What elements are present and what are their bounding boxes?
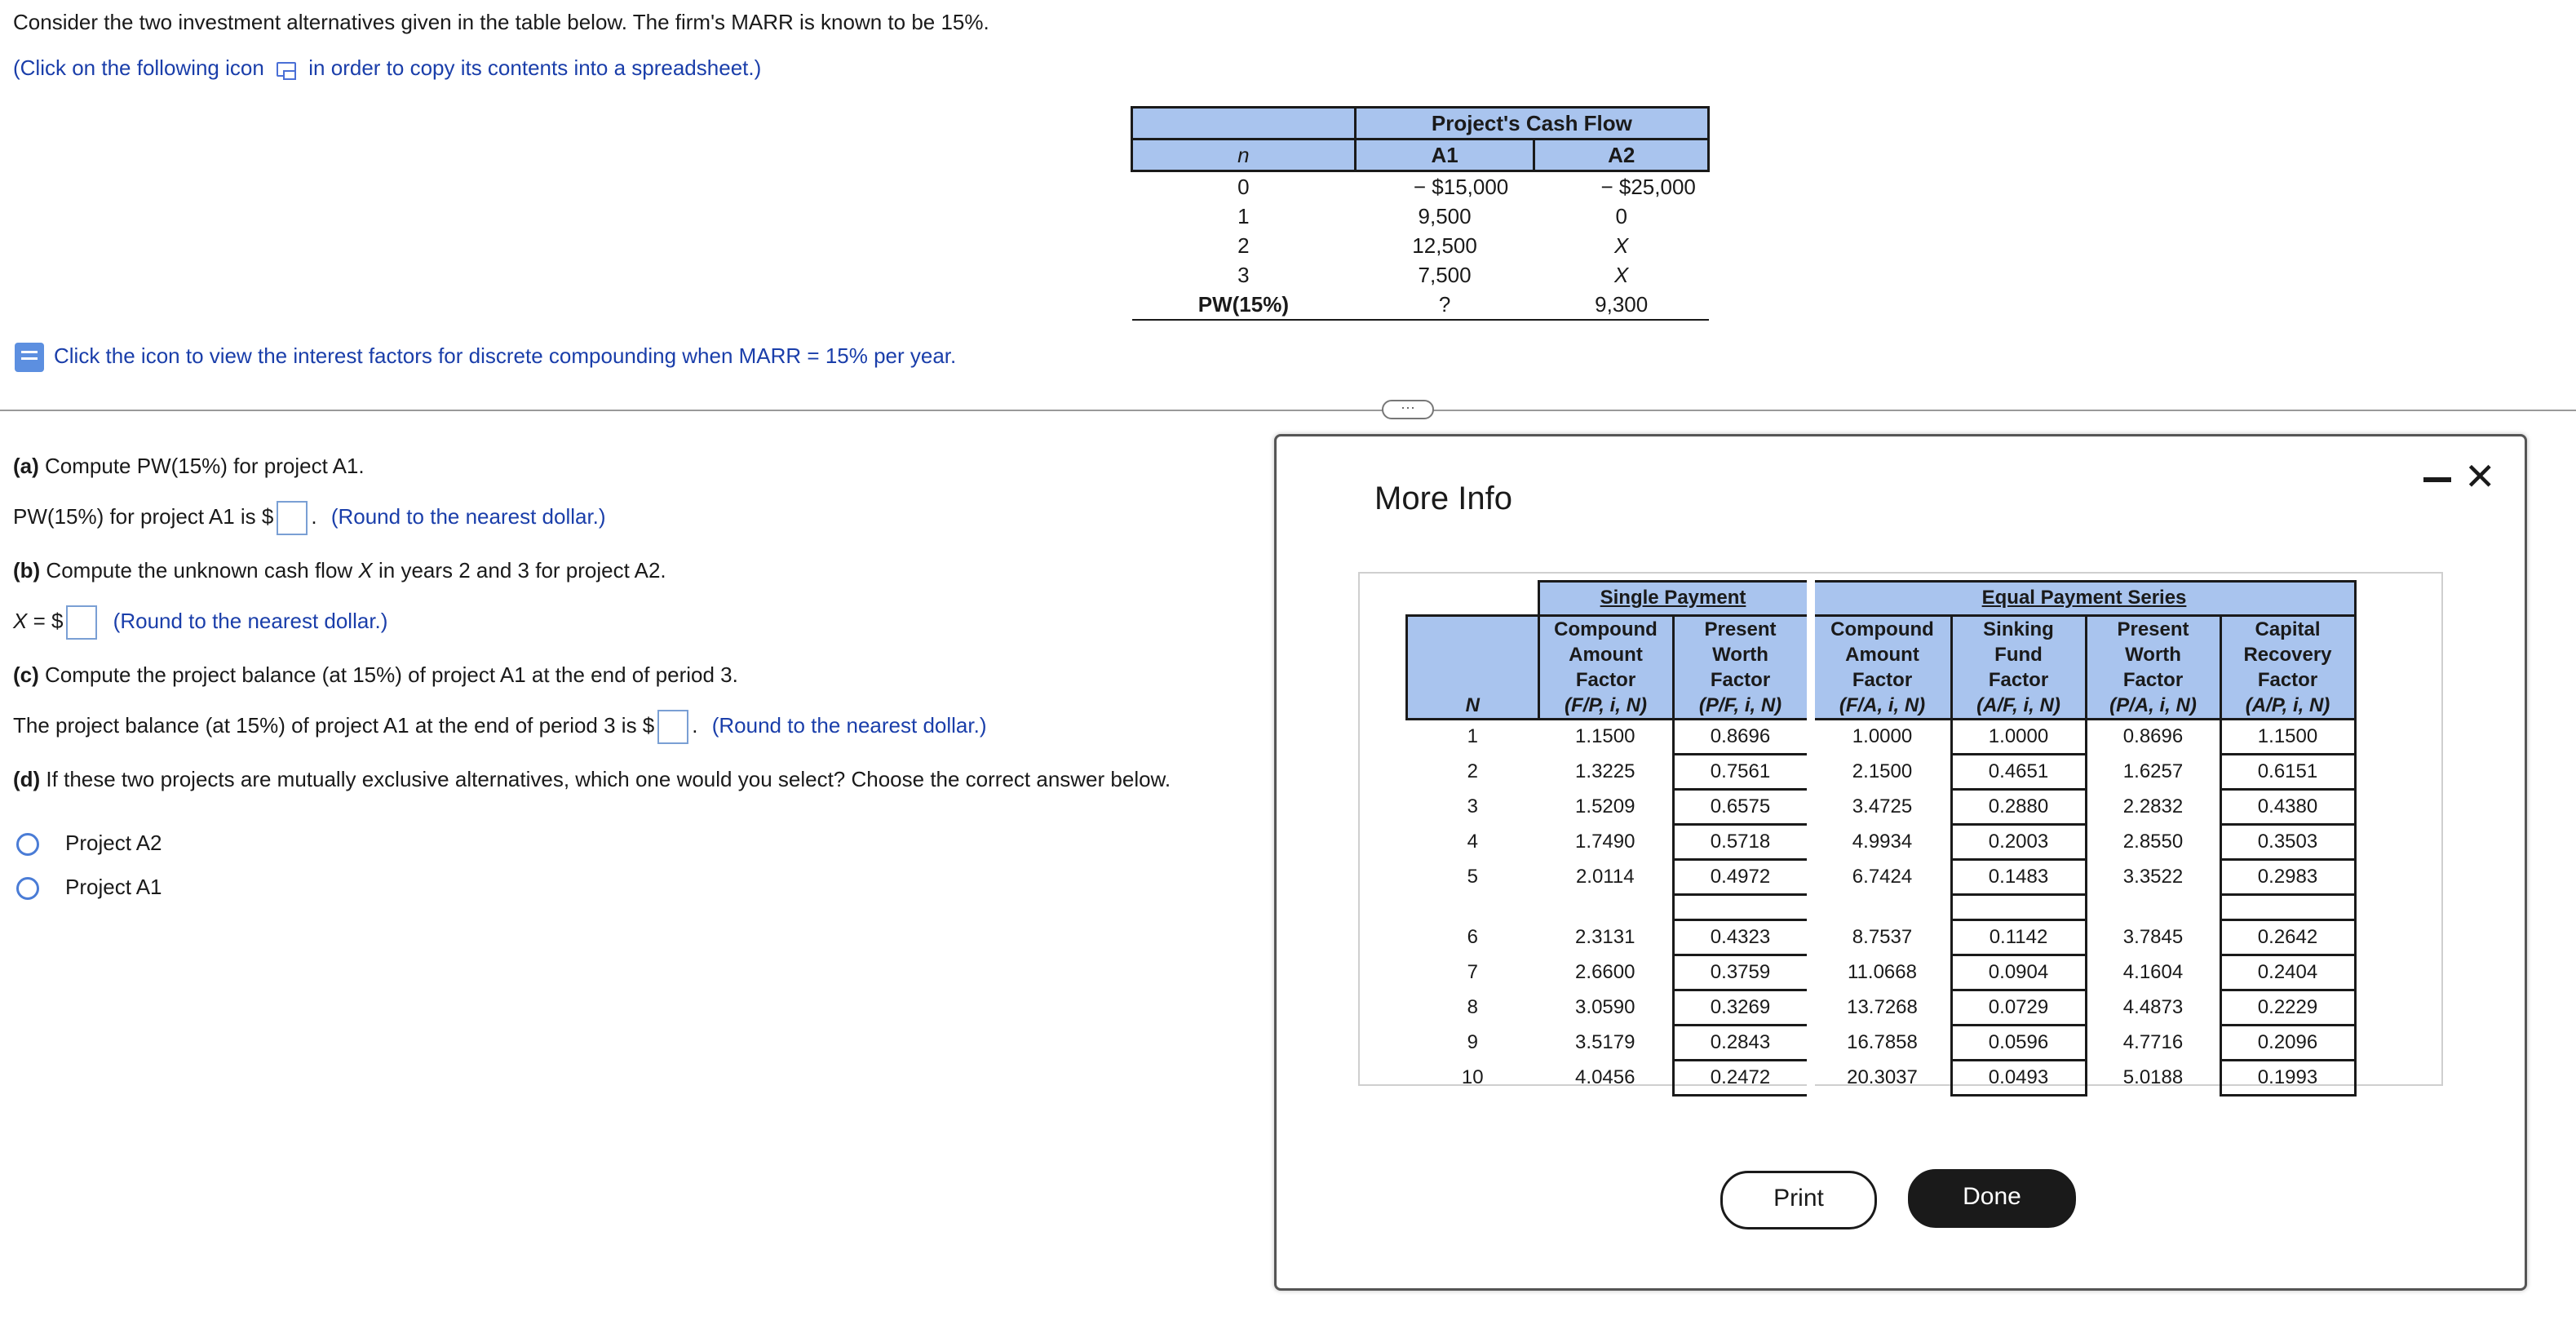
factor-value: 0.3759 bbox=[1673, 955, 1811, 990]
factor-n: 6 bbox=[1467, 925, 1478, 948]
factor-value: 2.0114 bbox=[1575, 865, 1635, 888]
header-pf: Present Worth Factor (P/F, i, N) bbox=[1673, 615, 1811, 719]
factor-row bbox=[1407, 955, 2356, 990]
factor-n: 1 bbox=[1467, 725, 1478, 748]
factor-value: 0.2096 bbox=[2220, 1025, 2355, 1060]
interest-factors-panel bbox=[1358, 572, 2443, 1086]
cash-flow-n: PW(15%) bbox=[1132, 290, 1356, 320]
cash-flow-col-a2: A2 bbox=[1534, 140, 1709, 171]
factor-value: 3.3522 bbox=[2122, 865, 2184, 888]
factor-value: 1.1500 bbox=[1575, 725, 1635, 748]
cash-flow-n: 0 bbox=[1237, 174, 1250, 199]
factor-row bbox=[1407, 859, 2356, 894]
factor-value: 0.0493 bbox=[1951, 1060, 2086, 1095]
factor-row bbox=[1407, 990, 2356, 1025]
copy-icon[interactable] bbox=[277, 62, 296, 77]
question-c-label: (c) bbox=[13, 662, 39, 687]
cash-flow-a2: X bbox=[1614, 233, 1629, 258]
question-b-var: X bbox=[358, 558, 373, 583]
factor-value: 1.1500 bbox=[2220, 719, 2355, 754]
dialog-title: More Info bbox=[1374, 481, 1512, 516]
factor-value: 0.4323 bbox=[1673, 919, 1811, 955]
factor-value: 4.0456 bbox=[1575, 1066, 1635, 1088]
header-fa: Compound Amount Factor (F/A, i, N) bbox=[1811, 615, 1952, 719]
factor-n: 10 bbox=[1461, 1066, 1484, 1088]
question-d bbox=[13, 767, 1171, 792]
option-project-a1[interactable] bbox=[16, 875, 162, 900]
minimize-icon[interactable] bbox=[2423, 477, 2451, 482]
factor-gap-cell bbox=[2086, 894, 2220, 919]
cash-flow-col-n: n bbox=[1132, 140, 1356, 171]
question-b bbox=[13, 558, 666, 583]
cash-flow-a2: X bbox=[1614, 262, 1629, 287]
factor-value: 4.4873 bbox=[2122, 995, 2184, 1018]
answer-b-hint: (Round to the nearest dollar.) bbox=[113, 608, 388, 633]
factor-row bbox=[1407, 824, 2356, 859]
factor-value: 0.1142 bbox=[1951, 919, 2086, 955]
factors-col-n: N bbox=[1407, 615, 1539, 719]
answer-b-input[interactable] bbox=[66, 605, 97, 640]
more-handle[interactable]: ··· bbox=[1382, 400, 1434, 419]
factor-value: 0.2229 bbox=[2220, 990, 2355, 1025]
factor-value: 0.3503 bbox=[2220, 824, 2355, 859]
cash-flow-corner bbox=[1132, 108, 1356, 140]
answer-c-prefix: The project balance (at 15%) of project A1 at the end of period 3 is $ bbox=[13, 712, 655, 738]
factor-value: 0.1993 bbox=[2220, 1060, 2355, 1095]
factor-value: 0.8696 bbox=[1673, 719, 1811, 754]
factor-value: 6.7424 bbox=[1811, 859, 1952, 894]
answer-c-input[interactable] bbox=[657, 710, 688, 744]
more-info-dialog bbox=[1274, 434, 2527, 1291]
factor-gap-cell bbox=[2220, 894, 2355, 919]
factor-value: 0.2642 bbox=[2220, 919, 2355, 955]
cash-flow-a1: − $15,000 bbox=[1413, 174, 1509, 199]
factor-row bbox=[1407, 719, 2356, 754]
factor-value: 0.3269 bbox=[1673, 990, 1811, 1025]
factor-value: 16.7858 bbox=[1811, 1025, 1952, 1060]
copy-instruction-before: (Click on the following icon bbox=[13, 55, 264, 80]
factor-gap-cell bbox=[1673, 894, 1811, 919]
factor-value: 1.5209 bbox=[1575, 795, 1635, 817]
factor-value: 1.0000 bbox=[1811, 719, 1952, 754]
factor-value: 4.1604 bbox=[2122, 960, 2184, 983]
factor-value: 3.4725 bbox=[1811, 789, 1952, 824]
option-label: Project A2 bbox=[65, 831, 162, 855]
factor-value: 0.2983 bbox=[2220, 859, 2355, 894]
answer-a-hint: (Round to the nearest dollar.) bbox=[330, 503, 606, 529]
factor-value: 4.9934 bbox=[1811, 824, 1952, 859]
question-b-label: (b) bbox=[13, 558, 41, 583]
factor-value: 0.7561 bbox=[1673, 754, 1811, 789]
factor-n: 3 bbox=[1467, 795, 1478, 817]
factor-value: 0.2003 bbox=[1951, 824, 2086, 859]
factor-value: 2.2832 bbox=[2122, 795, 2184, 817]
factor-row bbox=[1407, 1060, 2356, 1095]
factor-value: 0.4380 bbox=[2220, 789, 2355, 824]
factor-value: 0.2404 bbox=[2220, 955, 2355, 990]
factor-value: 2.6600 bbox=[1575, 960, 1635, 983]
factor-value: 0.2843 bbox=[1673, 1025, 1811, 1060]
header-pa: Present Worth Factor (P/A, i, N) bbox=[2086, 615, 2220, 719]
answer-b-var: X bbox=[13, 608, 28, 633]
divider bbox=[0, 410, 2576, 411]
answer-c bbox=[13, 710, 987, 744]
group-single-payment: Single Payment bbox=[1538, 582, 1811, 616]
cash-flow-n: 2 bbox=[1237, 233, 1250, 258]
factor-row bbox=[1407, 919, 2356, 955]
header-fp: Compound Amount Factor (F/P, i, N) bbox=[1538, 615, 1673, 719]
answer-a-input[interactable] bbox=[277, 501, 308, 535]
cash-flow-a2: 0 bbox=[1615, 203, 1627, 228]
cash-flow-a1: 7,500 bbox=[1418, 262, 1472, 287]
factor-value: 0.2472 bbox=[1673, 1060, 1811, 1095]
question-c bbox=[13, 662, 738, 688]
interest-factors-table bbox=[1405, 580, 2357, 1097]
answer-a bbox=[13, 501, 606, 535]
cash-flow-a1: 12,500 bbox=[1412, 233, 1477, 258]
factor-n: 8 bbox=[1467, 995, 1478, 1018]
factor-value: 1.3225 bbox=[1575, 760, 1635, 782]
factor-gap-cell bbox=[1951, 894, 2086, 919]
factor-value: 4.7716 bbox=[2122, 1030, 2184, 1053]
factor-n: 7 bbox=[1467, 960, 1478, 983]
answer-a-prefix: PW(15%) for project A1 is $ bbox=[13, 503, 274, 529]
factor-value: 2.3131 bbox=[1575, 925, 1635, 948]
factor-value: 0.0729 bbox=[1951, 990, 2086, 1025]
radio-icon[interactable] bbox=[16, 833, 39, 856]
question-b-text-1: Compute the unknown cash flow bbox=[40, 558, 359, 583]
factor-value: 0.0596 bbox=[1951, 1025, 2086, 1060]
copy-instruction bbox=[13, 55, 761, 81]
factor-value: 1.7490 bbox=[1575, 830, 1635, 853]
factor-value: 5.0188 bbox=[2122, 1066, 2184, 1088]
answer-c-suffix: . bbox=[692, 712, 698, 738]
factor-rows bbox=[1407, 719, 2356, 1095]
print-button[interactable]: Print bbox=[1720, 1171, 1877, 1229]
factor-value: 0.4651 bbox=[1951, 754, 2086, 789]
book-icon[interactable] bbox=[15, 343, 44, 372]
factor-value: 0.6151 bbox=[2220, 754, 2355, 789]
factor-gap-cell bbox=[1811, 894, 1952, 919]
factor-row bbox=[1407, 754, 2356, 789]
factor-gap-cell bbox=[1407, 894, 1539, 919]
answer-b-prefix: = $ bbox=[27, 608, 64, 633]
factor-value: 2.8550 bbox=[2122, 830, 2184, 853]
factor-n: 4 bbox=[1467, 830, 1478, 853]
question-d-label: (d) bbox=[13, 767, 41, 791]
radio-icon[interactable] bbox=[16, 877, 39, 900]
factor-value: 3.5179 bbox=[1575, 1030, 1635, 1053]
factor-value: 0.6575 bbox=[1673, 789, 1811, 824]
factor-value: 2.1500 bbox=[1811, 754, 1952, 789]
cash-flow-col-a1: A1 bbox=[1355, 140, 1534, 171]
factor-value: 8.7537 bbox=[1811, 919, 1952, 955]
factor-value: 11.0668 bbox=[1811, 955, 1952, 990]
cash-flow-group-header: Project's Cash Flow bbox=[1355, 108, 1708, 140]
answer-b bbox=[13, 605, 387, 640]
cash-flow-n: 1 bbox=[1237, 203, 1250, 228]
cash-flow-a2: 9,300 bbox=[1534, 290, 1709, 320]
factor-value: 20.3037 bbox=[1811, 1060, 1952, 1095]
cash-flow-table bbox=[1131, 106, 1710, 321]
factor-n: 9 bbox=[1467, 1030, 1478, 1053]
factor-value: 3.0590 bbox=[1575, 995, 1635, 1018]
factors-corner bbox=[1407, 582, 1539, 616]
factor-value: 1.0000 bbox=[1951, 719, 2086, 754]
question-d-text: If these two projects are mutually exclusive alternatives, which one would you select? Choose the correct answer below. bbox=[40, 767, 1171, 791]
cash-flow-a2: − $25,000 bbox=[1600, 174, 1696, 199]
answer-a-suffix: . bbox=[311, 503, 317, 529]
factor-row bbox=[1407, 789, 2356, 824]
header-ap: Capital Recovery Factor (A/P, i, N) bbox=[2220, 615, 2355, 719]
factor-value: 0.1483 bbox=[1951, 859, 2086, 894]
factor-n: 5 bbox=[1467, 865, 1478, 888]
question-a-label: (a) bbox=[13, 454, 39, 478]
copy-instruction-after: in order to copy its contents into a spreadsheet.) bbox=[308, 55, 762, 80]
factor-value: 0.5718 bbox=[1673, 824, 1811, 859]
question-a bbox=[13, 454, 365, 479]
group-equal-payment: Equal Payment Series bbox=[1811, 582, 2356, 616]
done-button[interactable]: Done bbox=[1908, 1169, 2076, 1228]
question-c-text: Compute the project balance (at 15%) of project A1 at the end of period 3. bbox=[38, 662, 738, 687]
factor-n: 2 bbox=[1467, 760, 1478, 782]
header-af: Sinking Fund Factor (A/F, i, N) bbox=[1951, 615, 2086, 719]
cash-flow-a1: 9,500 bbox=[1418, 203, 1472, 228]
question-a-text: Compute PW(15%) for project A1. bbox=[38, 454, 365, 478]
intro-text: Consider the two investment alternatives given in the table below. The firm's MARR is known to be 15%. bbox=[13, 10, 989, 34]
factor-value: 0.4972 bbox=[1673, 859, 1811, 894]
cash-flow-n: 3 bbox=[1237, 262, 1250, 287]
option-label: Project A1 bbox=[65, 875, 162, 899]
answer-c-hint: (Round to the nearest dollar.) bbox=[711, 712, 987, 738]
factor-row bbox=[1407, 1025, 2356, 1060]
question-b-text-2: in years 2 and 3 for project A2. bbox=[372, 558, 666, 583]
factor-value: 3.7845 bbox=[2122, 925, 2184, 948]
factor-value: 1.6257 bbox=[2122, 760, 2184, 782]
close-icon[interactable]: ✕ bbox=[2464, 455, 2496, 498]
factor-gap-cell bbox=[1538, 894, 1673, 919]
interest-factors-link[interactable] bbox=[15, 343, 956, 372]
option-project-a2[interactable] bbox=[16, 831, 162, 856]
factor-value: 0.8696 bbox=[2122, 725, 2184, 748]
factor-value: 0.2880 bbox=[1951, 789, 2086, 824]
factor-value: 13.7268 bbox=[1811, 990, 1952, 1025]
cash-flow-a1: ? bbox=[1355, 290, 1534, 320]
factor-gap-row bbox=[1407, 894, 2356, 919]
factor-value: 0.0904 bbox=[1951, 955, 2086, 990]
interest-factors-text: Click the icon to view the interest factors for discrete compounding when MARR = 15% per year. bbox=[54, 343, 957, 368]
